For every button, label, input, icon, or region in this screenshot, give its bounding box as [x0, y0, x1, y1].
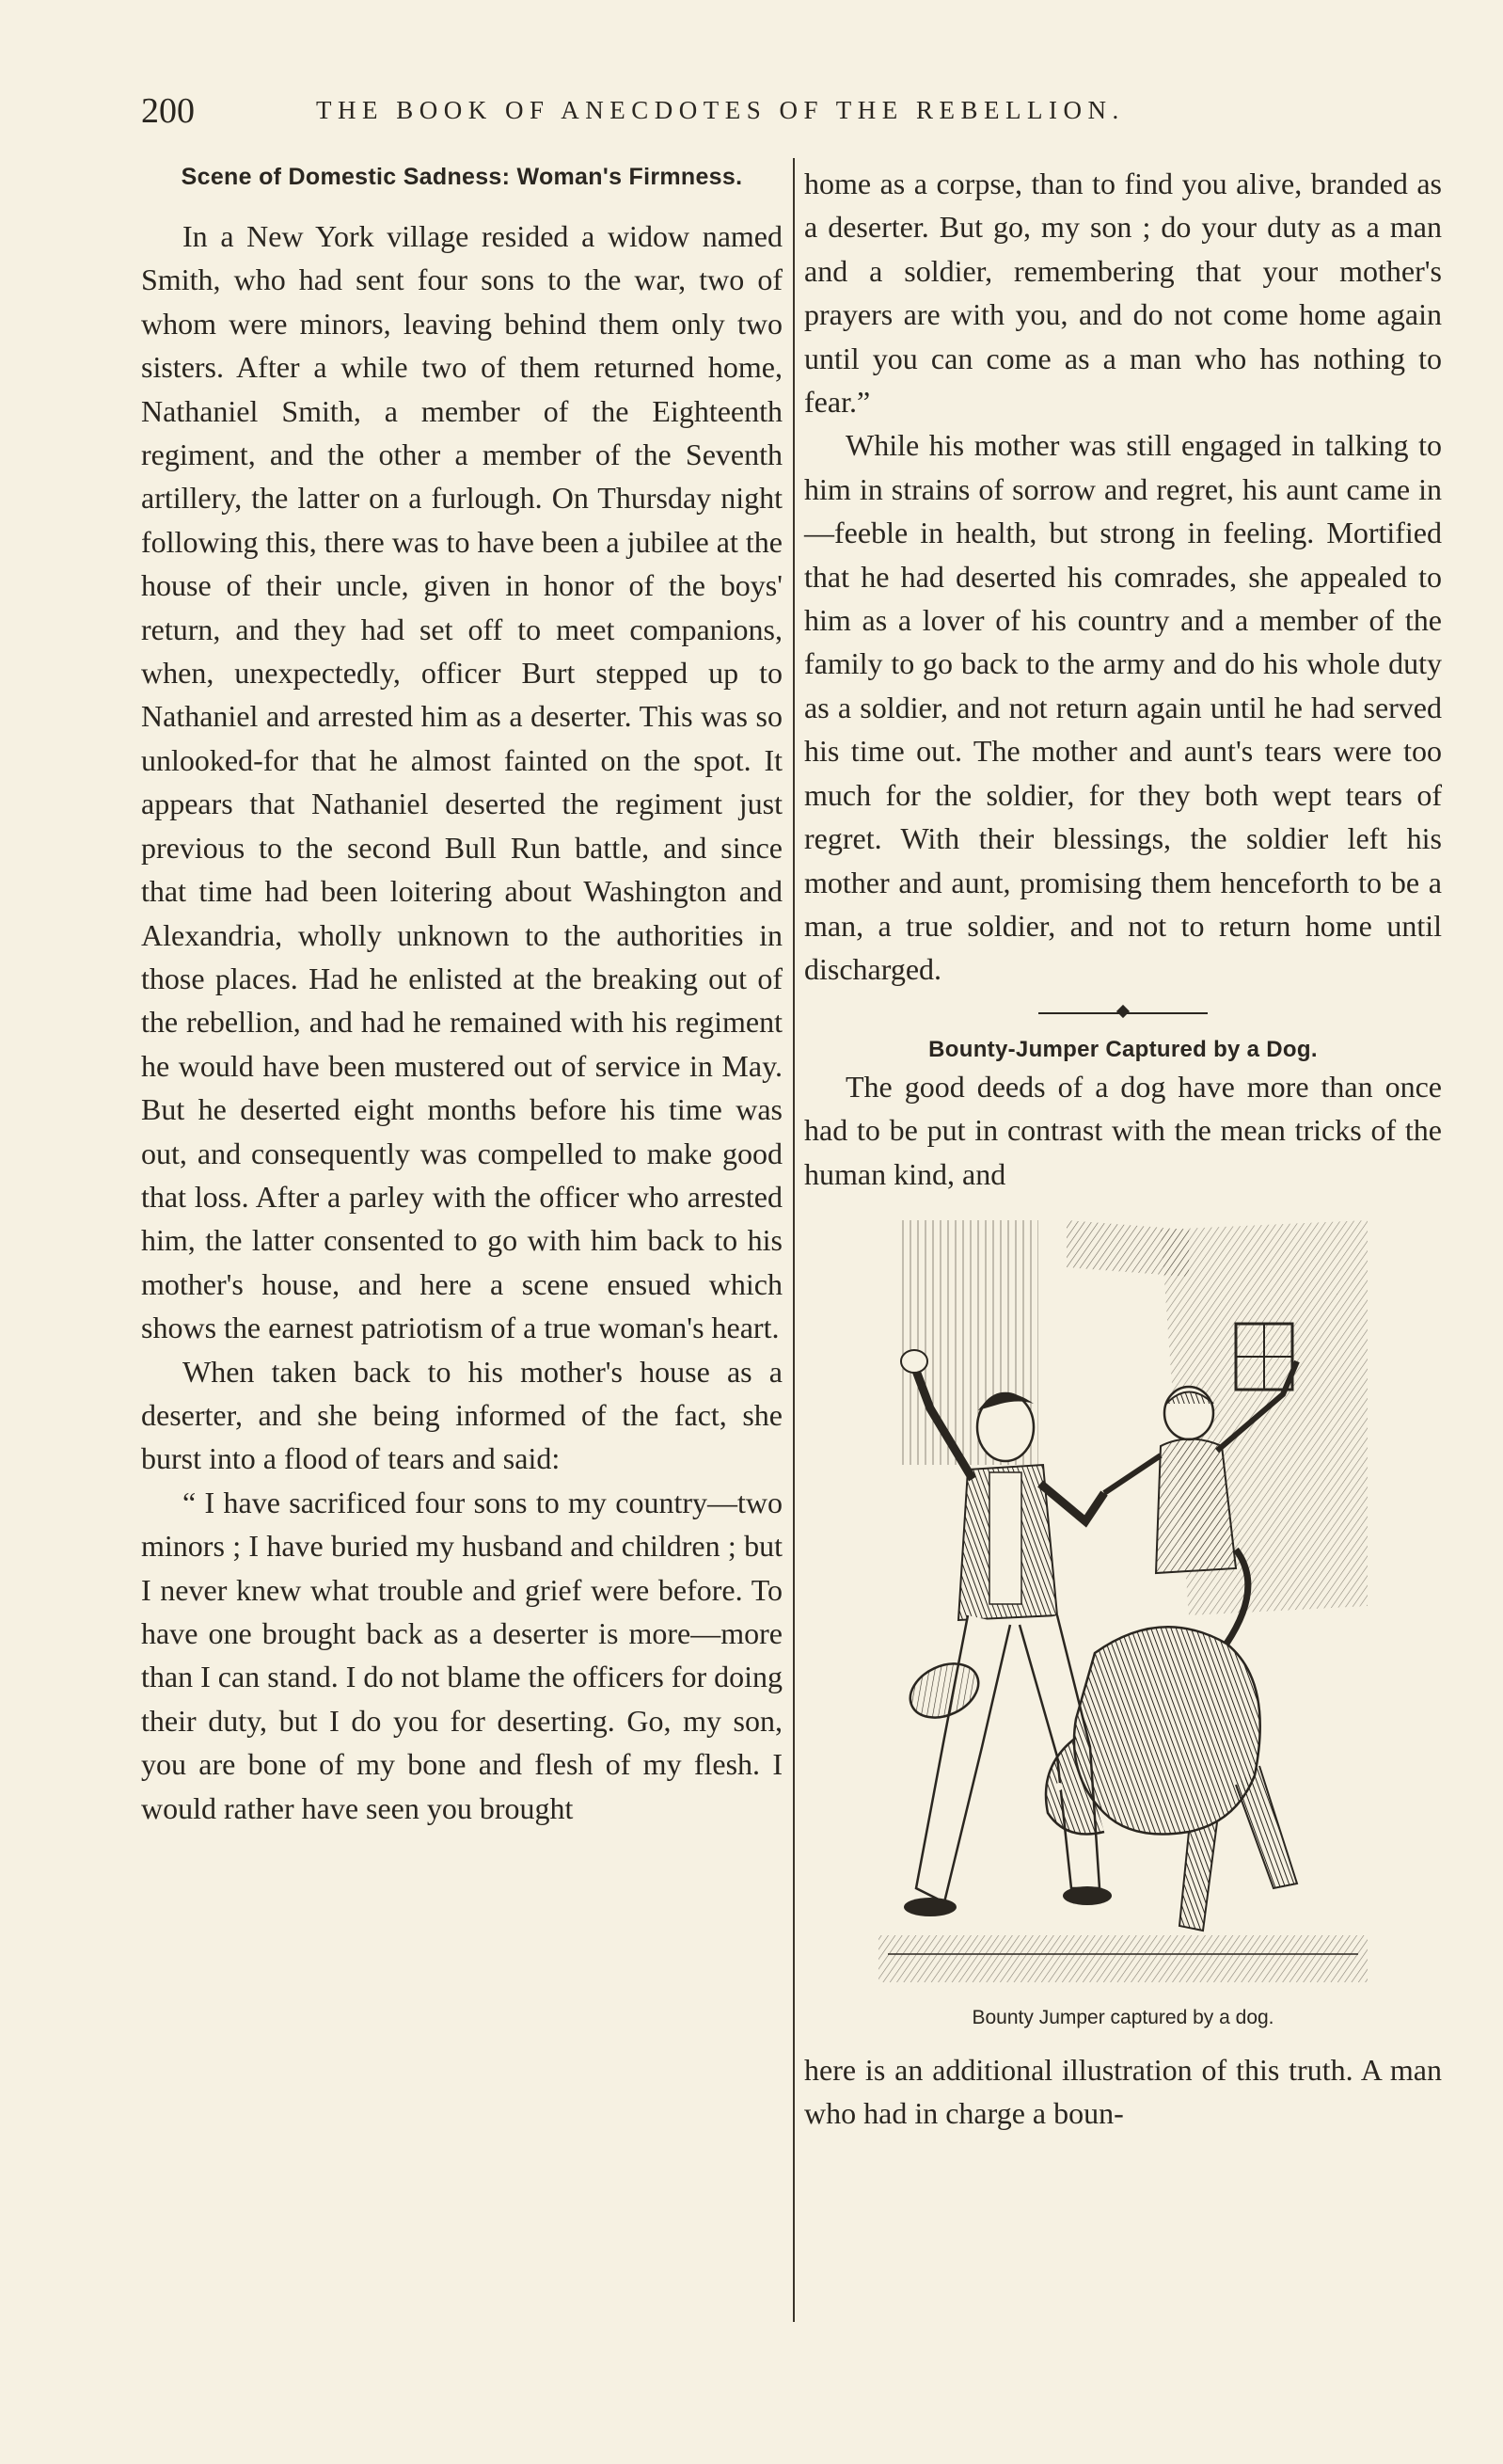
- right-column: [804, 162, 1442, 2136]
- illustration-caption: Bounty Jumper captured by a dog.: [972, 2006, 1274, 2028]
- engraving-illustration: [878, 1211, 1368, 1992]
- page-header: [141, 90, 1279, 137]
- left-column: [141, 162, 783, 1830]
- article-title: Bounty-Jumper Captured by a Dog.: [928, 1036, 1318, 1062]
- paragraph-continued: home as a corpse, than to find you alive, branded as a deserter. But go, my son ; do your duty as a man and a soldier, remembering that your mother's prayers are with you, and do not come home again until you can come as a man who has nothing to fear.”: [804, 167, 1442, 420]
- paragraph: When taken back to his mother's house as a deserter, and she being informed of the fact, she burst into a flood of tears and said:: [141, 1354, 783, 1476]
- paragraph: In a New York village resided a widow named Smith, who had sent four sons to the war, two of whom were minors, leaving behind them only two sisters. After a while two of them returned home, Nathaniel Smith, a member of the Eighteenth regiment, and the other a member of the Seventh artillery, the latter on a furlough. On Thursday night following this, there was to have been a jubilee at the house of their uncle, given in honor of the boys' return, and they had set off to meet companions, when, unexpectedly, officer Burt stepped up to Nathaniel and arrested him as a deserter. This was so unlooked-for that he almost fainted on the spot. It appears that Nathaniel deserted the regiment just previous to the second Bull Run battle, and since that time had been loitering about Washington and Alexandria, wholly unknown to the authorities in those places. Had he enlisted at the breaking out of the rebellion, and had he remained with his regiment he would have been mustered out of service in May. But he deserted eight months before his time was out, and consequently was compelled to make good that loss. After a parley with the officer who arrested him, the latter consented to go with him back to his mother's house, and here a scene ensued which shows the earnest patriotism of a true woman's heart.: [141, 219, 783, 1345]
- paragraph: While his mother was still engaged in talking to him in strains of sorrow and regret, his aunt came in—feeble in health, but strong in feeling. Mortified that he had deserted his comrades, she appealed to him as a lover of his country and a member of the family to go back to the army and do his whole duty as a soldier, and not return again until he had served his time out. The mother and aunt's tears were too much for the soldier, for they both wept tears of regret. With their blessings, the soldier left his mother and aunt, promising them henceforth to be a man, a true soldier, and not to return home until discharged.: [804, 428, 1442, 987]
- section-ornament: [1038, 1003, 1208, 1022]
- ground: [878, 1935, 1368, 1982]
- running-head: THE BOOK OF ANECDOTES OF THE REBELLION.: [316, 96, 1125, 124]
- column-divider: [793, 158, 795, 2322]
- page-number: 200: [141, 91, 195, 131]
- paragraph-continued: here is an additional illustration of this truth. A man who had in charge a boun-: [804, 2052, 1442, 2131]
- paragraph: “ I have sacrificed four sons to my country—two minors ; I have buried my husband and children ; but I never knew what trouble and grief were before. To have one brought back as a deserter is more—more than I can stand. I do not blame the officers for doing their duty, but I do you for deserting. Go, my son, you are bone of my bone and flesh of my flesh. I would rather have seen you brought: [141, 1485, 783, 1825]
- paragraph: The good deeds of a dog have more than once had to be put in contrast with the mean tricks of the human kind, and: [804, 1069, 1442, 1191]
- article-title: Scene of Domestic Sadness: Woman's Firmness.: [181, 164, 743, 190]
